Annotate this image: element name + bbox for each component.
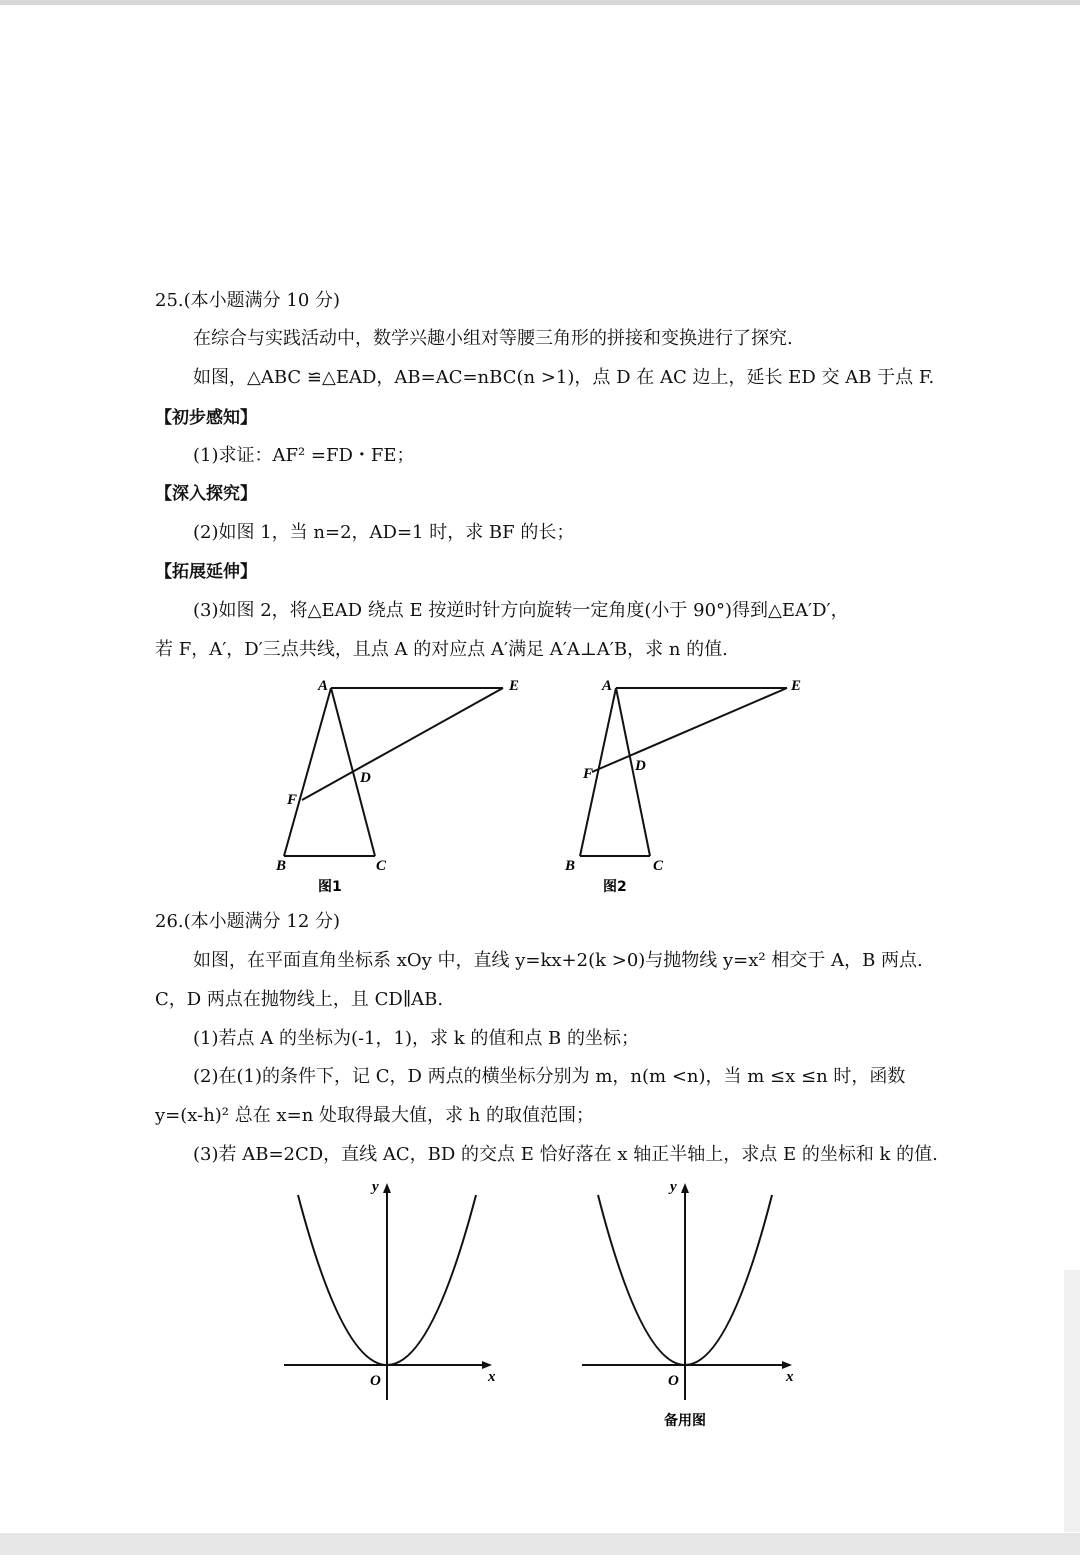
graph1-x-arrow [482, 1361, 492, 1369]
scroll-edge [1064, 1270, 1080, 1532]
fig2-label-d: D [635, 758, 646, 774]
q26-part2-line2: y=(x-h)² 总在 x=n 处取得最大值，求 h 的取值范围； [155, 1105, 595, 1126]
fig1-label-d: D [360, 770, 371, 786]
bottom-edge [0, 1533, 1080, 1555]
graph2-x-label: x [786, 1369, 794, 1385]
fig2-label-b: B [565, 858, 576, 874]
graph1-y-label: y [372, 1179, 379, 1195]
fig1-caption: 图1 [318, 879, 342, 895]
fig1-label-a: A [318, 678, 329, 694]
graph1-origin-label: O [370, 1373, 381, 1389]
q25-part3-line1: (3)如图 2，将△EAD 绕点 E 按逆时针方向旋转一定角度(小于 90°)得到△EA′D′， [193, 600, 849, 621]
figure-2 [560, 670, 830, 900]
q25-section-extend: 【拓展延伸】 [155, 562, 257, 582]
parabola-graph-2 [578, 1175, 798, 1435]
parabola-graph-1 [280, 1175, 500, 1405]
figure-1 [270, 670, 540, 900]
q25-header: 25.(本小题满分 10 分) [155, 290, 341, 311]
top-edge [0, 0, 1080, 5]
q25-intro: 在综合与实践活动中，数学兴趣小组对等腰三角形的拼接和变换进行了探究. [193, 328, 793, 349]
fig2-segment-ef [592, 688, 787, 772]
fig2-label-f: F [583, 766, 594, 782]
graph2-caption: 备用图 [664, 1413, 706, 1429]
fig1-segment-ab [284, 688, 331, 856]
q26-header: 26.(本小题满分 12 分) [155, 911, 341, 932]
q26-part1: (1)若点 A 的坐标为(-1，1)，求 k 的值和点 B 的坐标； [193, 1028, 639, 1049]
q25-section-explore: 【深入探究】 [155, 484, 257, 504]
fig2-label-c: C [653, 858, 664, 874]
q26-part3: (3)若 AB=2CD，直线 AC，BD 的交点 E 恰好落在 x 轴正半轴上，求点 E 的坐标和 k 的值. [193, 1144, 938, 1165]
fig2-label-e: E [791, 678, 802, 694]
q26-part2-line1: (2)在(1)的条件下，记 C，D 两点的横坐标分别为 m，n(m <n)，当 m ≤x ≤n 时，函数 [193, 1066, 906, 1087]
q25-given: 如图，△ABC ≌△EAD，AB=AC=nBC(n >1)，点 D 在 AC 边上，延长 ED 交 AB 于点 F. [193, 367, 935, 388]
fig1-label-b: B [276, 858, 287, 874]
graph2-y-arrow [681, 1183, 689, 1193]
fig1-segment-ef [302, 688, 503, 800]
graph1-y-arrow [383, 1183, 391, 1193]
fig2-label-a: A [602, 678, 613, 694]
q26-given-line1: 如图，在平面直角坐标系 xOy 中，直线 y=kx+2(k >0)与抛物线 y=x² 相交于 A，B 两点. [193, 950, 923, 971]
q25-part1: (1)求证：AF² =FD・FE； [193, 445, 415, 466]
fig1-label-e: E [509, 678, 520, 694]
q26-given-line2: C，D 两点在抛物线上，且 CD∥AB. [155, 989, 444, 1010]
graph2-y-label: y [670, 1179, 677, 1195]
q25-section-preliminary: 【初步感知】 [155, 408, 257, 428]
q25-part2: (2)如图 1，当 n=2，AD=1 时，求 BF 的长； [193, 522, 575, 543]
graph2-origin-label: O [668, 1373, 679, 1389]
fig2-caption: 图2 [603, 879, 627, 895]
fig1-label-f: F [287, 792, 298, 808]
graph1-x-label: x [488, 1369, 496, 1385]
graph2-x-arrow [782, 1361, 792, 1369]
fig1-label-c: C [376, 858, 387, 874]
q25-part3-line2: 若 F，A′，D′三点共线，且点 A 的对应点 A′满足 A′A⊥A′B，求 n 的值. [155, 639, 728, 660]
